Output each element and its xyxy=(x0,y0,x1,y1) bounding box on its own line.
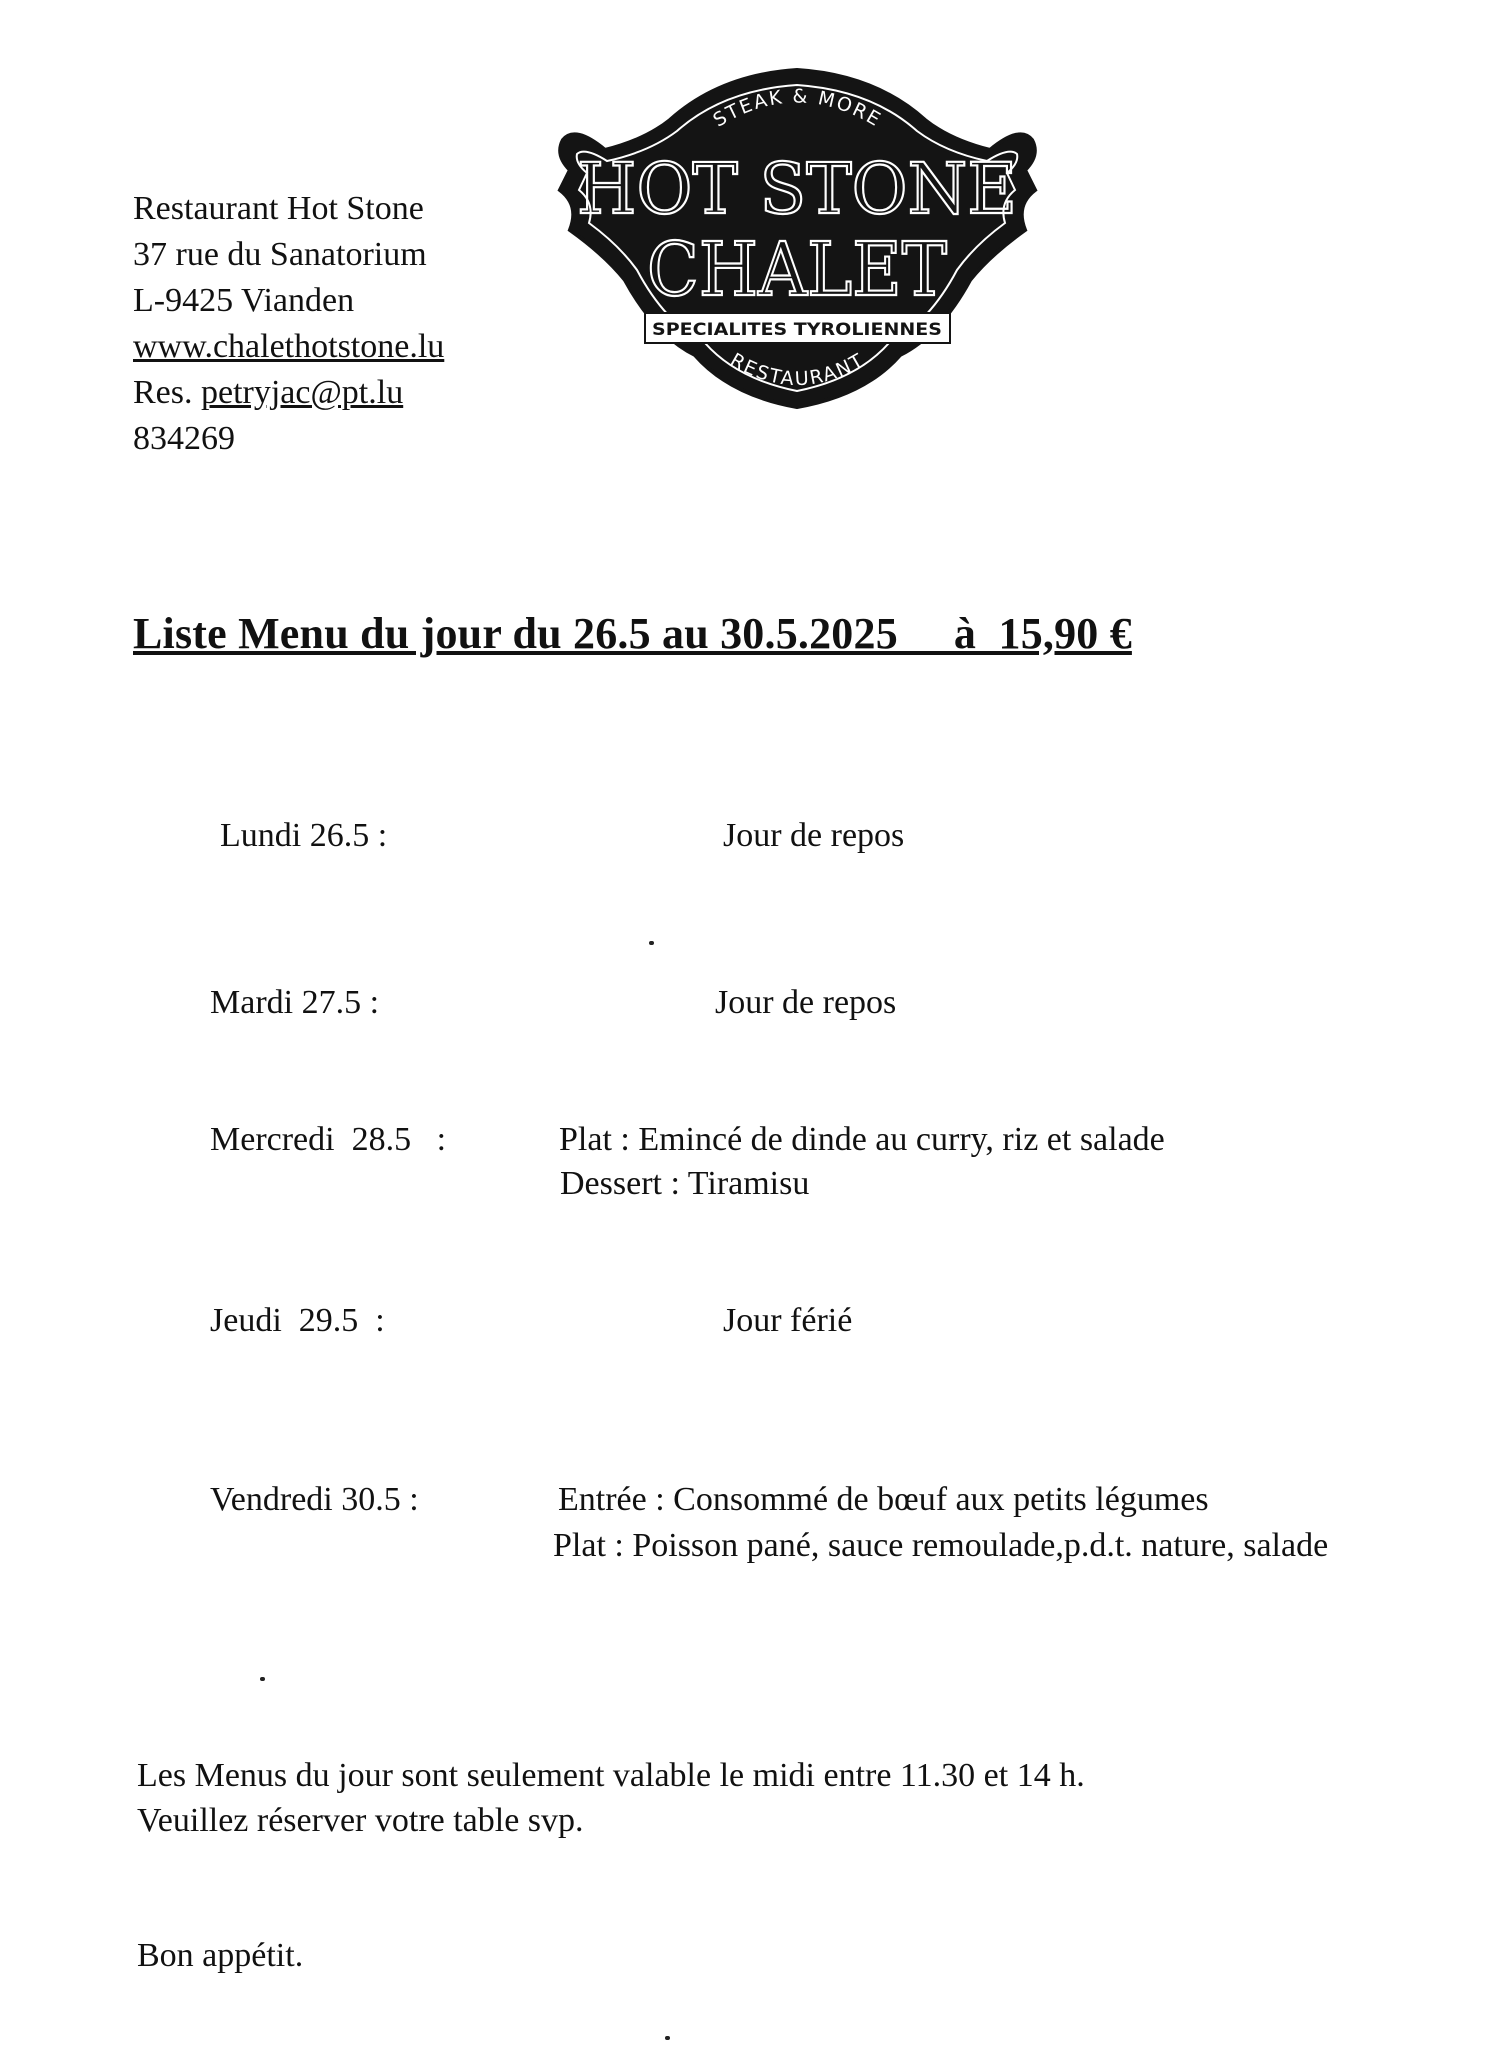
day-label-vendredi: Vendredi 30.5 : xyxy=(210,1481,419,1518)
dish-mercredi-plat: Plat : Emincé de dinde au curry, riz et salade xyxy=(559,1121,1165,1158)
website-link[interactable]: www.chalethotstone.lu xyxy=(133,328,445,365)
logo-bottom-arc-text: RESTAURANT xyxy=(726,348,869,391)
reservation-line xyxy=(133,370,444,416)
dish-vendredi-plat: Plat : Poisson pané, sauce remoulade,p.d.t. nature, salade xyxy=(553,1527,1329,1564)
hot-stone-chalet-logo xyxy=(545,55,1050,425)
day-label-lundi: Lundi 26.5 : xyxy=(220,817,388,854)
day-label-mercredi: Mercredi 28.5 : xyxy=(210,1121,447,1158)
phone-number: 834269 xyxy=(133,420,235,457)
dish-mardi: Jour de repos xyxy=(715,984,897,1021)
dish-lundi: Jour de repos xyxy=(723,817,905,854)
logo-banner-text: SPECIALITES TYROLIENNES xyxy=(652,320,942,340)
city-line: L-9425 Vianden xyxy=(133,282,355,319)
logo-top-arc-text: STEAK & MORE xyxy=(709,85,886,132)
scan-speck xyxy=(665,2036,670,2040)
logo-line-chalet: CHALET xyxy=(647,227,947,313)
dish-mercredi-dessert: Dessert : Tiramisu xyxy=(560,1165,810,1202)
restaurant-name: Restaurant Hot Stone xyxy=(133,190,424,227)
closing-line: Bon appétit. xyxy=(137,1937,304,1974)
footer-validity: Les Menus du jour sont seulement valable le midi entre 11.30 et 14 h. xyxy=(137,1757,1085,1794)
footer-notes xyxy=(137,1753,1085,1843)
scan-speck xyxy=(649,941,654,945)
address-block xyxy=(133,186,444,462)
dish-jeudi: Jour férié xyxy=(723,1302,853,1339)
scan-speck xyxy=(260,1677,265,1681)
menu-title: Liste Menu du jour du 26.5 au 30.5.2025 à 15,90 € xyxy=(133,609,1132,658)
day-label-jeudi: Jeudi 29.5 : xyxy=(210,1302,385,1339)
day-label-mardi: Mardi 27.5 : xyxy=(210,984,380,1021)
street-address: 37 rue du Sanatorium xyxy=(133,236,427,273)
reservation-email-link[interactable]: petryjac@pt.lu xyxy=(201,374,404,411)
logo-line-hot-stone: HOT STONE xyxy=(577,148,1017,230)
reservation-prefix: Res. xyxy=(133,374,193,411)
footer-reservation: Veuillez réserver votre table svp. xyxy=(137,1802,584,1839)
dish-vendredi-entree: Entrée : Consommé de bœuf aux petits légumes xyxy=(558,1481,1209,1518)
